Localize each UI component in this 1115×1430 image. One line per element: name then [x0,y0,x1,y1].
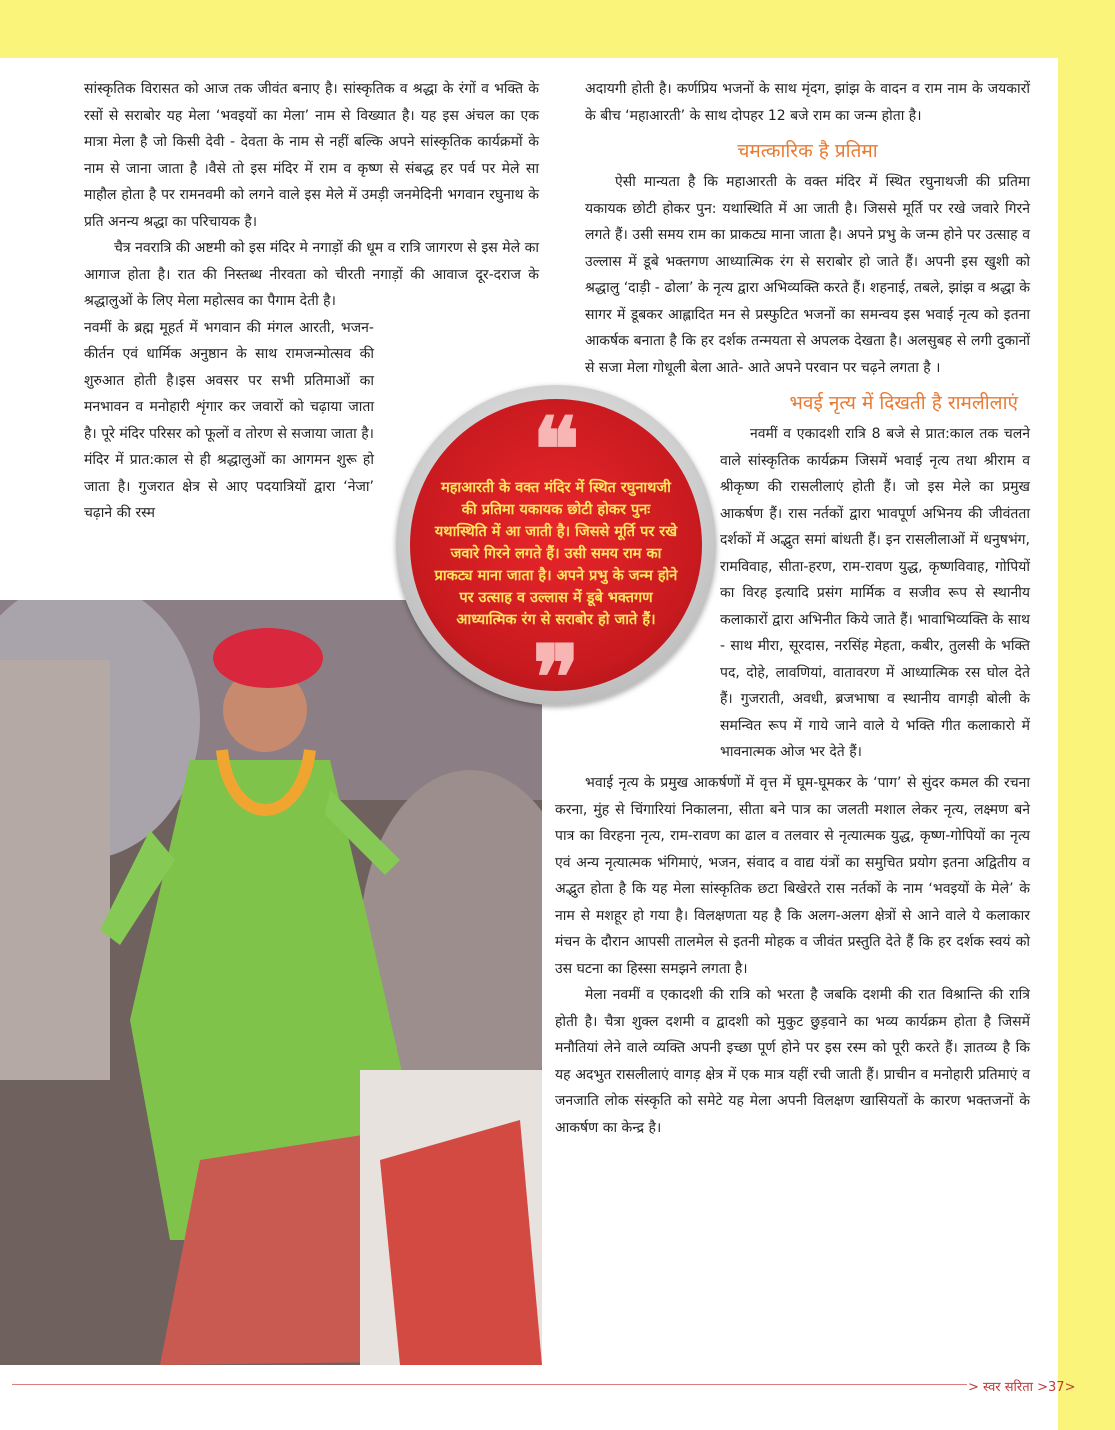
left-paragraph-1: सांस्कृतिक विरासत को आज तक जीवंत बनाए है। सांस्कृतिक व श्रद्धा के रंगों व भक्ति के रसों से सराबोर यह मेला ‘भवइयों का मेला’ नाम से विख्यात है। यह इस अंचल का एक मात्रा मेला है जो किसी देवी - देवता के नाम से नहीं बल्कि अपने सांस्कृतिक कार्यक्रमों के नाम से जाना जाता है ।वैसे तो इस मंदिर में राम व कृष्ण से संबद्ध हर पर्व पर मेले सा माहौल होता है पर रामनवमी को लगने वाले इस मेले में उमड़ी जनमेदिनी भगवान रघुनाथ के प्रति अनन्य श्रद्धा का परिचायक है। [84,81,539,230]
left-paragraph-2: चैत्र नवरात्रि की अष्टमी को इस मंदिर मे नगाड़ों की धूम व रात्रि जागरण से इस मेले का आगाज होता है। रात की निस्तब्ध नीरवता को चीरती नगाड़ों की आवाज दूर-दराज के श्रद्धालुओं के लिए मेला महोत्सव का पैगाम देती है। [84,240,539,309]
top-yellow-band [0,0,1115,58]
dancer-photo [0,600,542,1365]
section-heading-miraculous-idol: चमत्कारिक है प्रतिमा [737,140,878,162]
pull-quote-badge [396,385,716,729]
right-yellow-band [1058,0,1115,1430]
footer-page-label: > स्वर सरिता >37> [968,1380,1076,1395]
open-quote-icon: ❝ [532,397,580,501]
right-paragraph-3: नवमीं व एकादशी रात्रि 8 बजे से प्रात:काल तक चलने वाले सांस्कृतिक कार्यक्रम जिसमें भवाई नृत्य तथा श्रीराम व श्रीकृष्ण की रासलीलाएं होती हैं। जो इस मेले का प्रमुख आकर्षण हैं। रास नर्तकों द्वारा भावपूर्ण अभिनय की जीवंतता दर्शकों में अद्भुत समां बांधती हैं। इन रासलीलाओं में धनुषभंग, रामविवाह, सीता-हरण, राम-रावण युद्ध, कृष्णविवाह, गोपियों का विरह इत्यादि प्रसंग मार्मिक व सजीव रूप से स्थानीय कलाकारों द्वारा अभिनीत किये जाते हैं। भावाभिव्यक्ति के साथ - साथ मीरा, सूरदास, नरसिंह मेहता, कबीर, तुलसी के भक्ति पद, दोहे, लावणियां, वातावरण में आध्यात्मिक रस घोल देते हैं। गुजराती, अवधी, ब्रजभाषा व स्थानीय वागड़ी बोली के समन्वित रूप में गाये जाने वाले ये भक्ति गीत कलाकारो में भावनात्मक ओज भर देते हैं। [720,426,1030,760]
section-heading-bhavai-dance: भवई नृत्य में दिखती है रामलीलाएं [789,392,1018,414]
right-paragraph-4: भवाई नृत्य के प्रमुख आकर्षणों में वृत्त में घूम-घूमकर के ‘पाग’ से सुंदर कमल की रचना करना, मुंह से चिंगारियां निकालना, सीता बने पात्र का जलती मशाल लेकर नृत्य, लक्ष्मण बने पात्र का विरहना नृत्य, राम-रावण का ढाल व तलवार से नृत्यात्मक युद्ध, कृष्ण-गोपियों का नृत्य एवं अन्य नृत्यात्मक भंगिमाएं, भजन, संवाद व वाद्य यंत्रों का समुचित प्रयोग इतना अद्वितीय व अद्भुत होता है कि यह मेला सांस्कृतिक छटा बिखेरते रास नर्तकों के नाम ‘भवइयों के मेले’ के नाम से मशहूर हो गया है। विलक्षणता यह है कि अलग-अलग क्षेत्रों से आने वाले ये कलाकार मंचन के दौरान आपसी तालमेल से इतनी मोहक व जीवंत प्रस्तुति देते हैं कि हर दर्शक स्वयं को उस घटना का हिस्सा समझने लगता है। [555,775,1030,977]
right-paragraph-2: ऐसी मान्यता है कि महाआरती के वक्त मंदिर में स्थित रघुनाथजी की प्रतिमा यकायक छोटी होकर पुन: यथास्थिति में आ जाती है। जिससे मूर्ति पर रखे जवारे गिरने लगते हैं। उसी समय राम का प्राकट्य माना जाता है। अपने प्रभु के जन्म होने पर उत्साह व उल्लास में डूबे भक्तगण आध्यात्मिक रंग से सराबोर हो जाते हैं। अपनी इस खुशी को श्रद्धालु ‘दाड़ी - ढोला’ के नृत्य द्वारा अभिव्यक्ति करते हैं। शहनाई, तबले, झांझ व श्रद्धा के सागर में डूबकर आह्लादित मन से प्रस्फुटित भजनों का समन्वय इस भवाई नृत्य को इतना आकर्षक बनाता है कि हर दर्शक तन्मयता से अपलक देखता है। अलसुबह से लगी दुकानों से सजा मेला गोधूली बेला आते- आते अपने परवान पर चढ़ने लगता है । [585,174,1030,376]
pull-quote-inner [410,397,702,729]
right-paragraph-1: अदायगी होती है। कर्णप्रिय भजनों के साथ मृंदग, झांझ के वादन व राम नाम के जयकारों के बीच ‘महाआरती’ के साथ दोपहर 12 बजे राम का जन्म होता है। [585,81,1030,124]
footer-rule [12,1384,967,1385]
close-quote-icon: ❞ [532,625,580,729]
right-paragraph-5: मेला नवमीं व एकादशी की रात्रि को भरता है जबकि दशमी की रात विश्रान्ति की रात्रि होती है। चैत्रा शुक्ल दशमी व द्वादशी को मुकुट छुड़वाने का भव्य कार्यक्रम होता है जिसमें मनौतियां लेने वाले व्यक्ति अपनी इच्छा पूर्ण होने पर इस रस्म को पूरी करते हैं। ज्ञातव्य है कि यह अदभुत रासलीलाएं वागड़ क्षेत्र में एक मात्र यहीं रची जाती हैं। प्राचीन व मनोहारी प्रतिमाएं व जनजाति लोक संस्कृति को समेटे यह मेला अपनी विलक्षण खासियतों के कारण भक्तजनों के आकर्षण का केन्द्र है। [555,987,1030,1136]
pull-quote-text: महाआरती के वक्त मंदिर में स्थित रघुनाथजी की प्रतिमा यकायक छोटी होकर पुनः यथास्थिति में आ जाती है। जिससे मूर्ति पर रखे जवारे गिरने लगते हैं। उसी समय राम का प्राकट्य माना जाता है। अपने प्रभु के जन्म होने पर उत्साह व उल्लास में डूबे भक्तगण आध्यात्मिक रंग से सराबोर हो जाते हैं। [434,480,678,628]
dancer-photo-illustration [0,600,542,1365]
right-column-bottom [555,770,1030,1141]
left-paragraph-3: नवमीं के ब्रह्म मूहर्त में भगवान की मंगल आरती, भजन-कीर्तन एवं धार्मिक अनुष्ठान के साथ रामजन्मोत्सव की शुरुआत होती है।इस अवसर पर सभी प्रतिमाओं का मनभावन व मनोहारी शृंगार कर जवारों को चढ़ाया जाता है। पूरे मंदिर परिसर को फूलों व तोरण से सजाया जाता है। मंदिर में प्रात:काल से ही श्रद्धालुओं का आगमन शुरू हो जाता है। गुजरात क्षेत्र से आए पदयात्रियों द्वारा ‘नेजा’ चढ़ाने की रस्म [84,319,374,521]
